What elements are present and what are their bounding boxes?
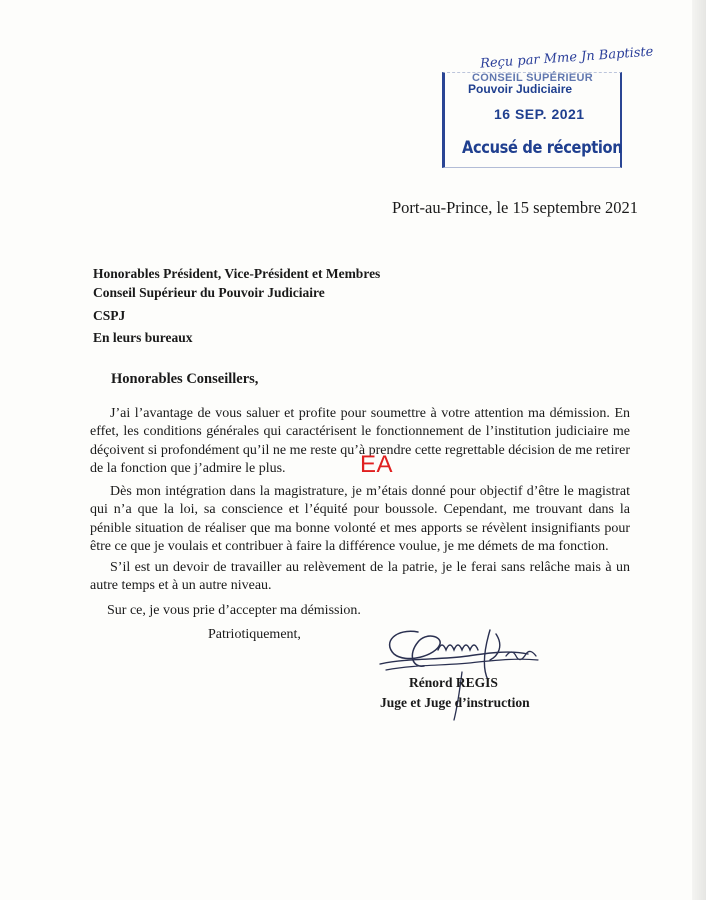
signer-title: Juge et Juge d’instruction [380,695,530,710]
recipient-line-3: CSPJ [93,308,126,323]
recipient-line-1: Honorables Président, Vice-Président et Membres [93,266,381,281]
salutation: Honorables Conseillers, [111,371,259,387]
stamp-line-institution: CONSEIL SUPÉRIEUR [472,72,594,84]
reception-stamp [442,44,654,166]
recipient-line-4: En leurs bureaux [93,330,193,345]
paragraph-2: Dès mon intégration dans la magistrature, je m’étais donné pour objectif d’être le magistrat qui n’a que la loi, sa conscience et l’équité pour boussole. Cependant, me trouvant dans la pénible situation de réaliser que ma bonne volonté et mes apports se révèlent insignifiants pour être ce que je voulais et contribuer à faire la différence voulue, je me démets de ma fonction. [90,484,630,554]
place-date: Port-au-Prince, le 15 septembre 2021 [392,198,639,217]
stamp-label: Accusé de réception [462,138,623,158]
paragraph-1: J’ai l’avantage de vous saluer et profite pour soumettre à votre attention ma démission. En effet, les conditions générales qui caractérisent le fonctionnement de l’institution judiciaire me déçoivent si profondément qu’il ne me reste qu’à prendre cette regrettable décision de me retirer de la fonction que j’admire le plus. [90,406,630,476]
watermark-ea: EA [360,451,394,478]
closing-word: Patriotiquement, [208,627,301,642]
paragraph-3: S’il est un devoir de travailler au relèvement de la patrie, je le ferai sans relâche mais à un autre temps et à un autre niveau. [90,560,630,594]
signer-name: Rénord REGIS [409,675,498,690]
stamp-date: 16 SEP. 2021 [494,106,585,122]
stamp-handwritten-note: Reçu par Mme Jn Baptiste [479,44,654,72]
stamp-line-pouvoir: Pouvoir Judiciaire [468,82,573,96]
recipient-line-2: Conseil Supérieur du Pouvoir Judiciaire [93,285,325,300]
scan-edge-shadow [692,0,706,900]
closing-request: Sur ce, je vous prie d’accepter ma démission. [107,603,361,618]
